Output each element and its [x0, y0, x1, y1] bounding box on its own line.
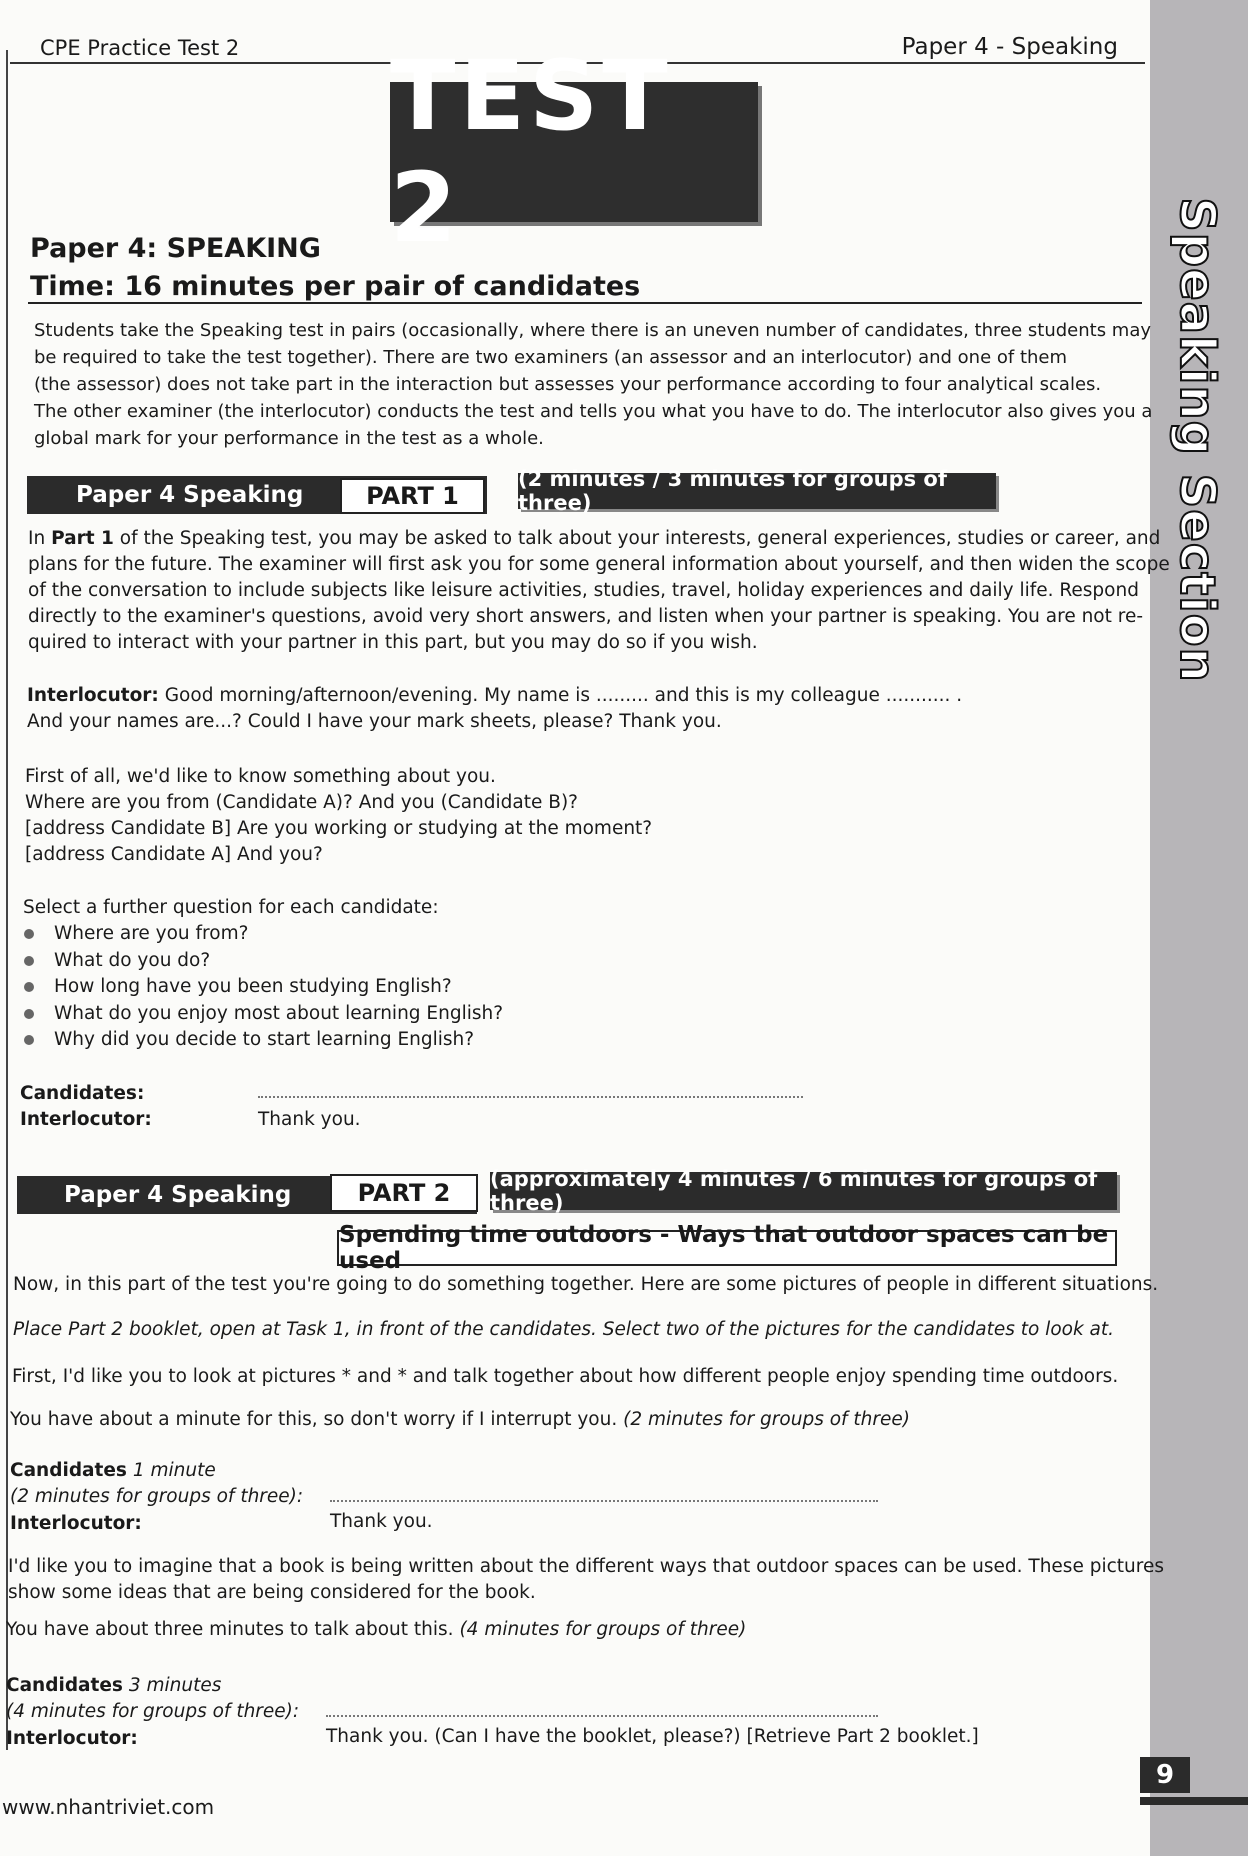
part1-desc-line: quired to interact with your partner in this part, but you may do so if you wish. [28, 632, 758, 653]
page-number-rule [1140, 1797, 1248, 1805]
header-right: Paper 4 - Speaking [901, 34, 1118, 60]
interlocutor-opening [27, 683, 962, 735]
list-item [22, 921, 503, 948]
part2-line [10, 1407, 910, 1433]
list-item [22, 974, 503, 1001]
interlocutor-line [27, 683, 962, 709]
part1-desc-line: of the conversation to include subjects like leisure activities, studies, travel, holiday experiences and daily life. Respond [28, 580, 1139, 601]
part2-line-italic: (2 minutes for groups of three) [623, 1409, 910, 1430]
intro-line: (the assessor) does not take part in the interaction but assesses your performance according to four analytical scales. [34, 374, 1102, 395]
part1-desc-prefix: In [28, 528, 52, 549]
candidates-response-line [326, 1715, 878, 1717]
list-item [22, 948, 503, 975]
intro-line: be required to take the test together). There are two examiners (an assessor and an interlocutor) and one of them [34, 347, 1068, 368]
part2-instruction: Place Part 2 booklet, open at Task 1, in front of the candidates. Select two of the pictures for the candidates to look at. [13, 1319, 1115, 1340]
intro-line: global mark for your performance in the test as a whole. [34, 428, 544, 449]
candidates-response-line [330, 1500, 878, 1502]
candidates-response-line [258, 1096, 803, 1098]
bullet-icon [24, 1035, 34, 1045]
part1-desc-line [28, 526, 1170, 552]
part2-duration: (approximately 4 minutes / 6 minutes for groups of three) [490, 1172, 1117, 1210]
bullet-text: Where are you from? [54, 923, 249, 944]
bullet-text: What do you enjoy most about learning English? [54, 1002, 504, 1024]
paper-heading: Paper 4: SPEAKING [30, 233, 321, 264]
part1-label: PART 1 [340, 478, 485, 514]
part1-description [28, 526, 1170, 656]
interlocutor-final: Thank you. (Can I have the booklet, please?) [Retrieve Part 2 booklet.] [326, 1726, 979, 1747]
question-line: [address Candidate A] And you? [25, 844, 323, 865]
part2-line: Now, in this part of the test you're going to do something together. Here are some pictures of people in different situations. [13, 1274, 1159, 1295]
time-heading: Time: 16 minutes per pair of candidates [30, 271, 641, 302]
intro-line: Students take the Speaking test in pairs (occasionally, where there is an uneven number of candidates, three students may [34, 320, 1152, 341]
interlocutor-text: Good morning/afternoon/evening. My name is ......... and this is my colleague ........... . [158, 685, 963, 706]
list-item [22, 1001, 503, 1028]
page-number: 9 [1140, 1757, 1190, 1793]
candidates-label: Candidates [10, 1460, 127, 1481]
candidates-label: Candidates: [20, 1083, 145, 1104]
list-item [22, 1027, 503, 1054]
bullet-text: What do you do? [54, 949, 211, 971]
intro-line: The other examiner (the interlocutor) conducts the test and tells you what you have to do. The interlocutor also gives you a [34, 401, 1153, 422]
bullet-text: Why did you decide to start learning English? [54, 1029, 475, 1050]
part2-band-label: Paper 4 Speaking [64, 1182, 292, 1208]
sidebar-label-text: Speaking Section [1169, 197, 1225, 683]
candidates-groups: (2 minutes for groups of three): [10, 1486, 304, 1507]
bullet-icon [24, 956, 34, 966]
part2-line: show some ideas that are being considered for the book. [8, 1582, 536, 1603]
part2-line-main: You have about a minute for this, so don't worry if I interrupt you. [10, 1409, 624, 1430]
footer-url: www.nhantriviet.com [2, 1795, 215, 1819]
part1-band-label: Paper 4 Speaking [76, 482, 304, 508]
part1-desc-bold: Part 1 [51, 528, 114, 549]
question-bullet-list [22, 921, 503, 1054]
part2-paragraph [8, 1554, 1164, 1606]
question-line: First of all, we'd like to know something about you. [25, 766, 496, 787]
question-line: [address Candidate B] Are you working or studying at the moment? [25, 818, 653, 839]
part2-topic: Spending time outdoors - Ways that outdoor spaces can be used [337, 1230, 1117, 1266]
header-left: CPE Practice Test 2 [40, 36, 240, 60]
interlocutor-label: Interlocutor: [6, 1728, 138, 1749]
part1-questions [25, 764, 652, 868]
part1-duration: (2 minutes / 3 minutes for groups of three) [518, 473, 996, 509]
part2-line-main: You have about three minutes to talk about this. [6, 1619, 460, 1640]
interlocutor-label: Interlocutor: [20, 1109, 152, 1130]
candidates-timing [6, 1673, 221, 1699]
bullet-text: How long have you been studying English? [54, 976, 452, 997]
interlocutor-thanks: Thank you. [258, 1109, 361, 1130]
left-margin-rule [6, 50, 8, 1750]
candidates-groups: (4 minutes for groups of three): [6, 1701, 300, 1722]
part2-line: I'd like you to imagine that a book is being written about the different ways that outdoor spaces can be used. These pictures [8, 1556, 1164, 1577]
part1-desc-line: plans for the future. The examiner will first ask you for some general information about yourself, and then widen the scope [28, 554, 1170, 575]
intro-paragraph [34, 317, 1152, 452]
test-title: TEST 2 [390, 40, 672, 264]
select-instruction: Select a further question for each candidate: [23, 897, 439, 918]
question-line: Where are you from (Candidate A)? And you (Candidate B)? [25, 792, 578, 813]
part2-line [6, 1617, 746, 1643]
part2-line: First, I'd like you to look at pictures * and * and talk together about how different people enjoy spending time outdoors. [12, 1366, 1119, 1387]
interlocutor-line: And your names are...? Could I have your mark sheets, please? Thank you. [27, 711, 722, 732]
part2-label: PART 2 [330, 1174, 478, 1212]
interlocutor-thanks: Thank you. [330, 1511, 433, 1532]
interlocutor-label: Interlocutor: [10, 1513, 142, 1534]
candidates-label: Candidates [6, 1675, 123, 1696]
candidates-time: 1 minute [126, 1460, 216, 1481]
part1-desc-first: of the Speaking test, you may be asked to talk about your interests, general experiences, studies or career, and [113, 528, 1161, 549]
bullet-icon [24, 929, 34, 939]
candidates-timing [10, 1458, 216, 1484]
part2-line-italic: (4 minutes for groups of three) [459, 1619, 747, 1640]
bullet-icon [24, 982, 34, 992]
test-title-box [390, 40, 758, 264]
bullet-icon [24, 1009, 34, 1019]
interlocutor-label: Interlocutor: [27, 685, 159, 706]
heading-rule [28, 302, 1142, 304]
candidates-time: 3 minutes [122, 1675, 222, 1696]
part1-desc-line: directly to the examiner's questions, avoid very short answers, and listen when your partner is speaking. You are not re- [28, 606, 1144, 627]
